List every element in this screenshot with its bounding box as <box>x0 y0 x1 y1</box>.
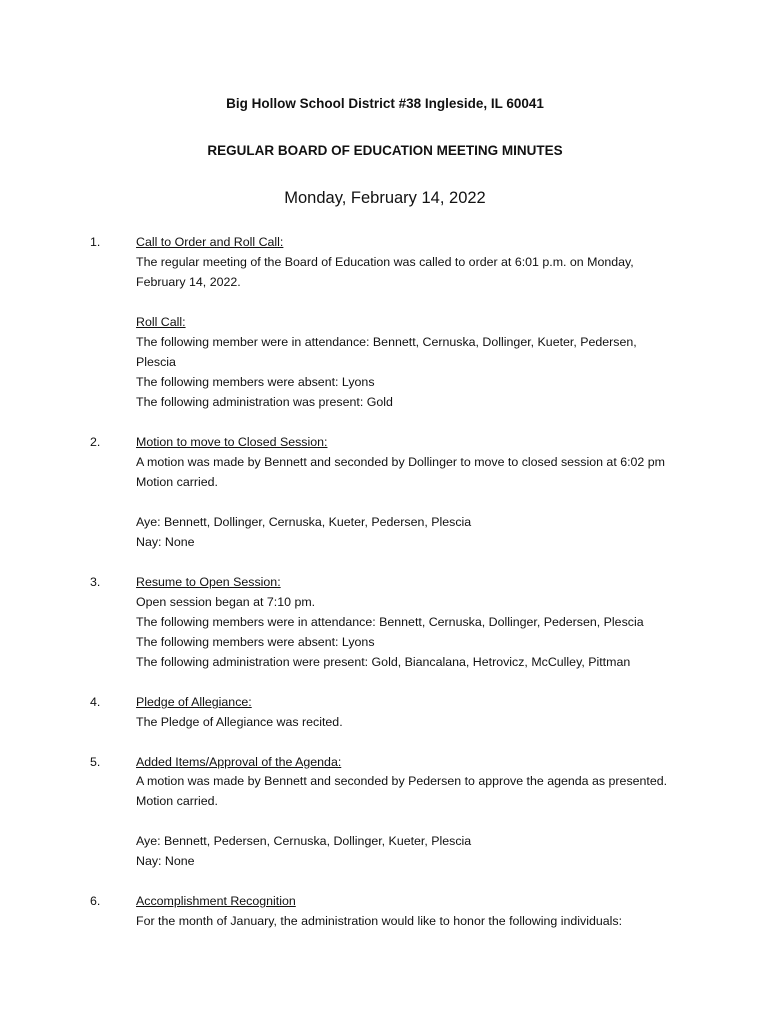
section-heading: Resume to Open Session: <box>136 575 281 589</box>
section-line: February 14, 2022. <box>136 275 241 289</box>
section-heading: Pledge of Allegiance: <box>136 695 252 709</box>
section-line: The regular meeting of the Board of Education was called to order at 6:01 p.m. on Monday, <box>136 255 634 269</box>
section-line: The Pledge of Allegiance was recited. <box>136 715 343 729</box>
section-line: Plescia <box>136 355 176 369</box>
section-line: Motion carried. <box>136 794 218 808</box>
section-number: 4. <box>90 695 101 709</box>
section-line: The following administration was present: Gold <box>136 395 393 409</box>
section-heading: Accomplishment Recognition <box>136 894 296 908</box>
document-title: REGULAR BOARD OF EDUCATION MEETING MINUTES <box>207 143 563 158</box>
meeting-date: Monday, February 14, 2022 <box>284 189 486 207</box>
vote-line: Nay: None <box>136 535 195 549</box>
section-line: A motion was made by Bennett and seconded by Pedersen to approve the agenda as presented. <box>136 774 668 788</box>
section-line: Open session began at 7:10 pm. <box>136 595 316 609</box>
vote-line: Aye: Bennett, Pedersen, Cernuska, Dollinger, Kueter, Plescia <box>136 834 472 848</box>
section-heading: Motion to move to Closed Session: <box>136 435 328 449</box>
section-number: 2. <box>90 435 101 449</box>
section-heading: Call to Order and Roll Call: <box>136 235 284 249</box>
section-line: For the month of January, the administration would like to honor the following individuals: <box>136 914 623 928</box>
district-header: Big Hollow School District #38 Ingleside, IL 60041 <box>226 96 544 111</box>
vote-line: Aye: Bennett, Dollinger, Cernuska, Kueter, Pedersen, Plescia <box>136 515 472 529</box>
section-line: The following administration were present: Gold, Biancalana, Hetrovicz, McCulley, Pittman <box>136 655 631 669</box>
section-number: 3. <box>90 575 101 589</box>
section-heading: Added Items/Approval of the Agenda: <box>136 755 342 769</box>
section-line: Motion carried. <box>136 475 218 489</box>
section-line: The following members were absent: Lyons <box>136 635 375 649</box>
section-subheading: Roll Call: <box>136 315 186 329</box>
section-line: The following members were in attendance: Bennett, Cernuska, Dollinger, Pedersen, Plescia <box>136 615 644 629</box>
section-number: 5. <box>90 755 101 769</box>
section-line: The following members were absent: Lyons <box>136 375 375 389</box>
section-line: A motion was made by Bennett and seconded by Dollinger to move to closed session at 6:02 pm <box>136 455 665 469</box>
section-number: 6. <box>90 894 101 908</box>
vote-line: Nay: None <box>136 854 195 868</box>
section-line: The following member were in attendance: Bennett, Cernuska, Dollinger, Kueter, Pedersen, <box>136 335 637 349</box>
section-number: 1. <box>90 235 101 249</box>
